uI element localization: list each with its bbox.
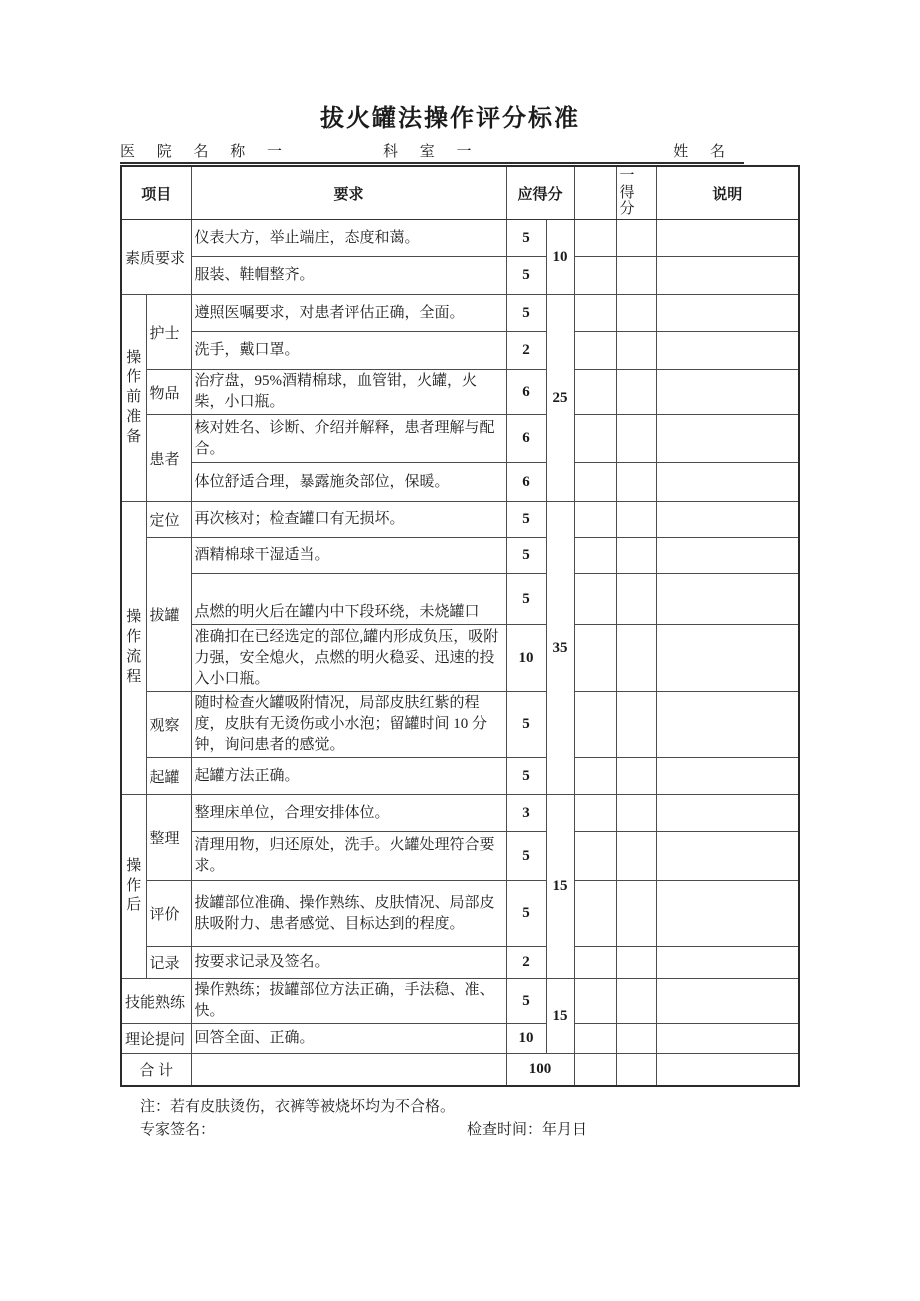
score-cell: 5 xyxy=(506,538,546,574)
score-cell: 10 xyxy=(506,1024,546,1054)
total-label-cell: 合 计 xyxy=(121,1054,191,1086)
requirement-cell: 治疗盘，95%酒精棉球，血管钳，火罐，火柴，小口瓶。 xyxy=(191,370,506,415)
score-cell: 5 xyxy=(506,574,546,625)
blank-cell xyxy=(574,463,616,502)
requirement-cell: 核对姓名、诊断、介绍并解释，患者理解与配合。 xyxy=(191,415,506,463)
table-row xyxy=(121,332,799,370)
blank-cell xyxy=(574,881,616,947)
category-cell: 理论提问 xyxy=(121,1024,191,1054)
obtained-score-cell xyxy=(616,1024,656,1054)
score-cell: 6 xyxy=(506,370,546,415)
obtained-score-cell xyxy=(616,947,656,979)
score-cell: 5 xyxy=(506,502,546,538)
note-cell xyxy=(656,832,799,881)
note-cell xyxy=(656,1024,799,1054)
footer xyxy=(140,1096,800,1142)
score-cell: 3 xyxy=(506,795,546,832)
subcategory-cell: 物品 xyxy=(146,370,191,415)
blank-cell xyxy=(574,257,616,295)
score-cell: 10 xyxy=(506,625,546,692)
score-cell: 6 xyxy=(506,415,546,463)
score-cell: 2 xyxy=(506,332,546,370)
note-cell xyxy=(656,295,799,332)
blank-cell xyxy=(574,758,616,795)
requirement-cell: 酒精棉球干湿适当。 xyxy=(191,538,506,574)
note-cell xyxy=(656,257,799,295)
obtained-score-cell xyxy=(616,220,656,257)
score-cell: 5 xyxy=(506,257,546,295)
requirement-cell: 点燃的明火后在罐内中下段环绕，未烧罐口 xyxy=(191,574,506,625)
note-cell xyxy=(656,332,799,370)
category-cell: 操作后 xyxy=(121,795,146,979)
check-time-label: 检查时间：年月日 xyxy=(467,1121,588,1138)
signature-row xyxy=(140,1119,800,1142)
table-row xyxy=(121,295,799,332)
requirement-cell: 遵照医嘱要求，对患者评估正确，全面。 xyxy=(191,295,506,332)
blank-cell xyxy=(574,295,616,332)
obtained-score-cell xyxy=(616,370,656,415)
obtained-score-cell xyxy=(616,692,656,758)
note-cell xyxy=(656,415,799,463)
blank-cell xyxy=(574,1024,616,1054)
score-cell: 5 xyxy=(506,295,546,332)
obtained-score-cell xyxy=(616,979,656,1024)
subcategory-cell: 拔罐 xyxy=(146,538,191,692)
table-row xyxy=(121,1054,799,1086)
requirement-cell: 服装、鞋帽整齐。 xyxy=(191,257,506,295)
blank-cell xyxy=(574,538,616,574)
requirement-cell: 再次核对；检查罐口有无损坏。 xyxy=(191,502,506,538)
table-row xyxy=(121,795,799,832)
blank-cell xyxy=(574,370,616,415)
category-cell: 操作流程 xyxy=(121,502,146,795)
blank-cell xyxy=(574,832,616,881)
blank-cell xyxy=(574,979,616,1024)
table-row xyxy=(121,625,799,692)
note-cell xyxy=(656,1054,799,1086)
table-row xyxy=(121,538,799,574)
subtotal-cell: 15 xyxy=(546,979,574,1054)
score-cell: 5 xyxy=(506,832,546,881)
table-row xyxy=(121,832,799,881)
subcategory-cell: 评价 xyxy=(146,881,191,947)
subtotal-cell: 35 xyxy=(546,502,574,795)
footnote: 注：若有皮肤烫伤，衣裤等被烧坏均为不合格。 xyxy=(140,1098,456,1115)
score-cell: 5 xyxy=(506,881,546,947)
subtotal-cell: 25 xyxy=(546,295,574,502)
requirement-cell xyxy=(191,1054,506,1086)
score-cell: 5 xyxy=(506,692,546,758)
blank-cell xyxy=(574,1054,616,1086)
subcategory-cell: 观察 xyxy=(146,692,191,758)
requirement-cell: 拔罐部位准确、操作熟练、皮肤情况、局部皮肤吸附力、患者感觉、目标达到的程度。 xyxy=(191,881,506,947)
total-score-cell: 100 xyxy=(506,1054,574,1086)
obtained-score-cell xyxy=(616,295,656,332)
hospital-name-label: 医 院 名 称 一 xyxy=(120,144,292,160)
obtained-score-cell xyxy=(616,832,656,881)
obtained-score-cell xyxy=(616,257,656,295)
table-row xyxy=(121,220,799,257)
obtained-score-cell xyxy=(616,881,656,947)
score-cell: 2 xyxy=(506,947,546,979)
table-row xyxy=(121,574,799,625)
score-cell: 5 xyxy=(506,979,546,1024)
table-row xyxy=(121,758,799,795)
blank-cell xyxy=(574,574,616,625)
blank-cell xyxy=(574,947,616,979)
table-row xyxy=(121,1024,799,1054)
category-cell: 素质要求 xyxy=(121,220,191,295)
requirement-cell: 洗手，戴口罩。 xyxy=(191,332,506,370)
requirement-cell: 整理床单位，合理安排体位。 xyxy=(191,795,506,832)
note-cell xyxy=(656,574,799,625)
obtained-score-cell xyxy=(616,758,656,795)
subcategory-cell: 记录 xyxy=(146,947,191,979)
subtotal-cell: 10 xyxy=(546,220,574,295)
expert-signature-label: 专家签名： xyxy=(140,1121,216,1138)
requirement-cell: 操作熟练；拔罐部位方法正确，手法稳、准、快。 xyxy=(191,979,506,1024)
note-cell xyxy=(656,758,799,795)
table-row xyxy=(121,257,799,295)
note-cell xyxy=(656,538,799,574)
obtained-score-cell xyxy=(616,538,656,574)
blank-cell xyxy=(574,502,616,538)
score-cell: 5 xyxy=(506,220,546,257)
obtained-score-cell xyxy=(616,795,656,832)
form-header-line xyxy=(120,140,744,164)
requirement-cell: 回答全面、正确。 xyxy=(191,1024,506,1054)
table-row xyxy=(121,370,799,415)
header-blank xyxy=(574,166,616,220)
requirement-cell: 随时检查火罐吸附情况，局部皮肤红紫的程度，皮肤有无烫伤或小水泡；留罐时间 10 分钟，询问患者的感觉。 xyxy=(191,692,506,758)
table-row xyxy=(121,463,799,502)
obtained-score-cell xyxy=(616,574,656,625)
subcategory-cell: 整理 xyxy=(146,795,191,881)
obtained-score-cell xyxy=(616,415,656,463)
subtotal-cell: 15 xyxy=(546,795,574,979)
note-cell xyxy=(656,463,799,502)
requirement-cell: 清理用物，归还原处，洗手。火罐处理符合要求。 xyxy=(191,832,506,881)
obtained-score-cell xyxy=(616,1054,656,1086)
requirement-cell: 体位舒适合理，暴露施灸部位，保暖。 xyxy=(191,463,506,502)
category-cell: 操作前准备 xyxy=(121,295,146,502)
table-row xyxy=(121,881,799,947)
header-expected-score: 应得分 xyxy=(506,166,574,220)
note-cell xyxy=(656,881,799,947)
page-title: 拔火罐法操作评分标准 xyxy=(320,106,580,132)
note-cell xyxy=(656,979,799,1024)
note-cell xyxy=(656,692,799,758)
header-requirement: 要求 xyxy=(191,166,506,220)
blank-cell xyxy=(574,220,616,257)
obtained-score-cell xyxy=(616,625,656,692)
header-note: 说明 xyxy=(656,166,799,220)
blank-cell xyxy=(574,625,616,692)
table-row xyxy=(121,947,799,979)
table-row xyxy=(121,979,799,1024)
name-label: 姓 名 xyxy=(673,144,734,160)
header-obtained-score: 一得分 xyxy=(616,166,656,220)
score-cell: 5 xyxy=(506,758,546,795)
requirement-cell: 准确扣在已经选定的部位,罐内形成负压，吸附力强，安全熄火，点燃的明火稳妥、迅速的投入小口瓶。 xyxy=(191,625,506,692)
note-cell xyxy=(656,370,799,415)
note-cell xyxy=(656,947,799,979)
document-page xyxy=(120,98,800,1142)
blank-cell xyxy=(574,332,616,370)
subcategory-cell: 护士 xyxy=(146,295,191,370)
table-row xyxy=(121,415,799,463)
subcategory-cell: 起罐 xyxy=(146,758,191,795)
obtained-score-cell xyxy=(616,502,656,538)
obtained-score-cell xyxy=(616,332,656,370)
score-cell: 6 xyxy=(506,463,546,502)
note-cell xyxy=(656,625,799,692)
note-cell xyxy=(656,220,799,257)
department-label: 科 室 一 xyxy=(383,144,481,160)
category-cell: 技能熟练 xyxy=(121,979,191,1024)
blank-cell xyxy=(574,692,616,758)
blank-cell xyxy=(574,795,616,832)
table-row xyxy=(121,502,799,538)
requirement-cell: 按要求记录及签名。 xyxy=(191,947,506,979)
note-cell xyxy=(656,502,799,538)
requirement-cell: 仪表大方，举止端庄，态度和蔼。 xyxy=(191,220,506,257)
subcategory-cell: 患者 xyxy=(146,415,191,502)
obtained-score-cell xyxy=(616,463,656,502)
requirement-cell: 起罐方法正确。 xyxy=(191,758,506,795)
header-item: 项目 xyxy=(121,166,191,220)
table-row xyxy=(121,692,799,758)
note-cell xyxy=(656,795,799,832)
subcategory-cell: 定位 xyxy=(146,502,191,538)
scoring-table xyxy=(120,165,800,1087)
blank-cell xyxy=(574,415,616,463)
